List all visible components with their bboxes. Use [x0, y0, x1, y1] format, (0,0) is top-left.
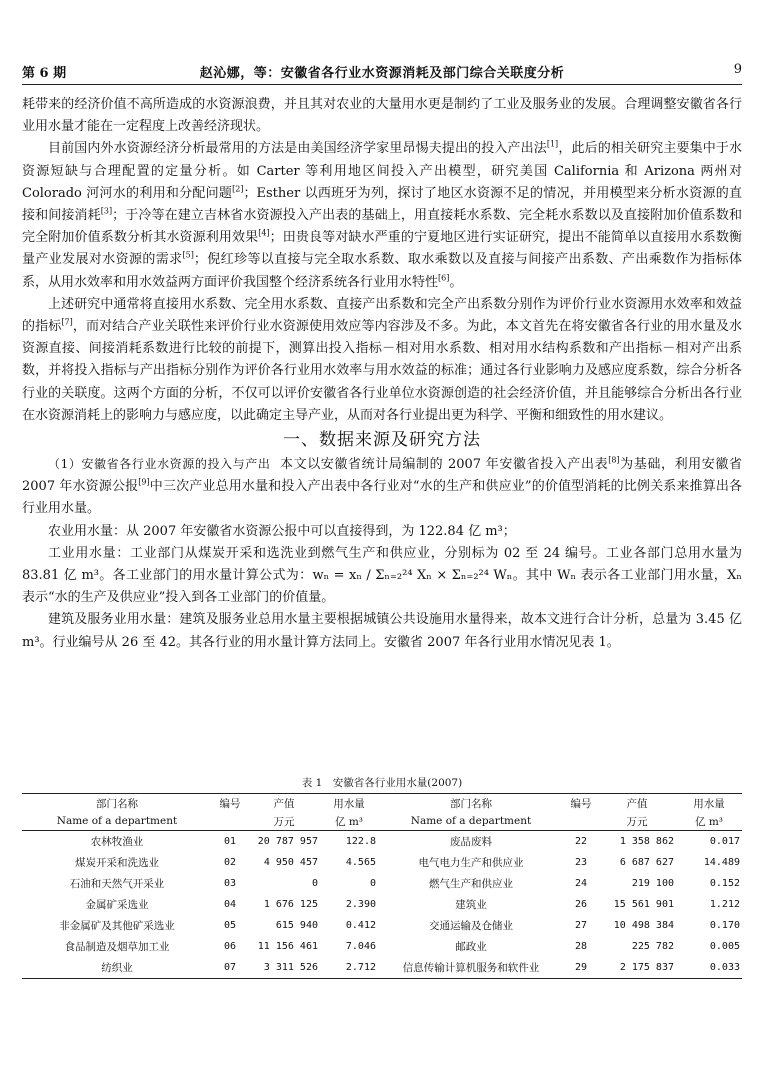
paragraph-continuation: 耗带来的经济价值不高所造成的水资源浪费，并且其对农业的大量用水更是制约了工业及服务业的发展。合理调整安徽省各行业用水量才能在一定程度上改善经济现状。	[22, 97, 742, 135]
col-header-output: 产值	[598, 794, 676, 813]
table-header-row	[22, 794, 742, 813]
col-header-name-en: Name of a department	[378, 812, 564, 831]
col-header-output-unit: 万元	[598, 812, 676, 831]
paragraph-data-source: （1）安徽省各行业水资源的投入与产出 本文以安徽省统计局编制的 2007 年安徽省投入产出表[8]为基础，利用安徽省 2007 年水资源公报[9]中三次产业总用水量和投入产出表中各行业对“水的生产和供应业”的价值型消耗的比例关系来推算出各行业用水量。	[22, 455, 742, 517]
water-use: 14.489	[703, 857, 740, 868]
table-caption: 表 1 安徽省各行业用水量(2007)	[301, 777, 463, 789]
citation-6[interactable]: [6]	[438, 273, 450, 283]
table-row	[22, 852, 742, 873]
paragraph-industry: 工业用水量：工业部门从煤炭开采和选洗业到燃气生产和供应业，分别标为 02 至 24 编号。工业各部门总用水量为 83.81 亿 m³。各工业部门的用水量计算公式为：wₙ = xₙ / Σₙ₌₂²⁴ Xₙ × Σₙ₌₂²⁴ Wₙ。其中 Wₙ 表示各工业部门用水量，Xₙ 表示“水的生产及供应业”投入到各工业部门的价值量。	[22, 545, 742, 606]
water-use: 0.152	[709, 878, 740, 889]
water-use: 0.017	[709, 836, 740, 847]
subsection-runin-title: （1）安徽省各行业水资源的投入与产出	[48, 457, 271, 472]
header-rule	[22, 84, 742, 85]
department-name: 非金属矿及其他矿采选业	[59, 920, 175, 932]
water-use: 0.005	[709, 941, 740, 952]
department-name: 金属矿采选业	[85, 899, 149, 911]
col-header-name: 部门名称	[378, 794, 564, 813]
paragraph-objectives: 上述研究中通常将直接用水系数、完全用水系数、直接产出系数和完全产出系数分别作为评价行业水资源用水效率和效益的指标[7]，而对结合产业关联性来评价行业水资源使用效应等内容涉及不多。为此，本文首先在将安徽省各行业的用水量及水资源直接、间接消耗系数进行比较的前提下，测算出投入指标－相对用水系数、相对用水结构系数和产出指标－相对产出系数，并将投入指标与产出指标分别作为评价各行业用水效率与用水效益的标准；通过各行业影响力及感应度系数，综合分析各行业的关联度。这两个方面的分析，不仅可以评价安徽省各行业单位水资源创造的社会经济价值，并且能够综合分析出各行业在水资源消耗上的影响力与感应度，以此确定主导产业，从而对各行业提出更为科学、平衡和细致性的用水建议。	[22, 296, 742, 423]
citation-8[interactable]: [8]	[608, 455, 620, 465]
page-number: 9	[733, 62, 742, 77]
water-use-table	[22, 793, 742, 979]
col-header-code: 编号	[564, 794, 598, 813]
water-formula: wₙ = xₙ / Σₙ₌₂²⁴ Xₙ × Σₙ₌₂²⁴ Wₙ	[312, 568, 513, 584]
output-value: 15 561 901	[613, 899, 674, 910]
output-value: 10 498 384	[613, 920, 674, 931]
citation-1[interactable]: [1]	[546, 140, 559, 150]
department-name: 石油和天然气开采业	[69, 878, 165, 890]
water-use: 2.390	[345, 899, 376, 910]
paragraph-literature: 目前国内外水资源经济分析最常用的方法是由美国经济学家里昂惕夫提出的投入产出法[1]，此后的相关研究主要集中于水资源短缺与合理配置的定量分析。如 Carter 等利用地区间投入产出模型，研究美国 California 和 Arizona 两州对 Colorado 河河水的利用和分配问题[2]；Esther 以西班牙为列，探讨了地区水资源不足的情况，并用模型来分析水资源的直接和间接消耗[3]；于冷等在建立吉林省水资源投入产出表的基础上，用直接耗水系数、完全耗水系数以及直接附加价值系数和完全附加价值系数分析其水资源利用效果[4]；田贵良等对缺水严重的宁夏地区进行实证研究，提出不能简单以直接用水系数衡量产业发展对水资源的需求[5]；倪红珍等以直接与完全取水系数、取水乘数以及直接与间接产出系数、产出乘数作为指标体系，从用水效率和用水效益两方面评价我国整个经济系统各行业用水特性[6]。	[22, 140, 742, 290]
table-row	[22, 831, 742, 853]
table-row	[22, 894, 742, 915]
department-code: 29	[564, 957, 598, 979]
water-use: 122.8	[345, 836, 376, 847]
col-header-water-unit: 亿 m³	[320, 812, 378, 831]
department-name: 建筑业	[455, 899, 487, 911]
table-row	[22, 873, 742, 894]
col-header-output-unit: 万元	[248, 812, 320, 831]
department-code: 05	[223, 920, 237, 931]
department-code: 02	[223, 857, 237, 868]
department-name: 煤炭开采和洗选业	[75, 857, 159, 869]
department-code: 26	[574, 899, 588, 910]
citation-9[interactable]: [9]	[138, 477, 150, 487]
table-row	[22, 957, 742, 979]
department-name: 农林牧渔业	[90, 836, 144, 848]
issue-label: 第 6 期	[22, 66, 67, 81]
section-heading: 一、数据来源及研究方法	[283, 430, 481, 451]
department-code: 24	[574, 878, 588, 889]
output-value: 2 175 837	[598, 957, 676, 979]
water-use: 2.712	[320, 957, 378, 979]
water-use: 7.046	[345, 941, 376, 952]
department-name: 电气电力生产和供应业	[418, 857, 524, 869]
output-value: 615 940	[275, 920, 318, 931]
output-value: 1 358 862	[619, 836, 674, 847]
output-value: 225 782	[631, 941, 674, 952]
department-name: 交通运输及仓储业	[429, 920, 513, 932]
department-name: 信息传输计算机服务和软件业	[378, 957, 564, 979]
water-use: 1.212	[709, 899, 740, 910]
running-title: 赵沁娜，等：安徽省各行业水资源消耗及部门综合关联度分析	[199, 66, 565, 81]
output-value: 6 687 627	[619, 857, 674, 868]
department-code: 23	[574, 857, 588, 868]
water-use: 0.033	[676, 957, 742, 979]
department-code: 04	[223, 899, 237, 910]
paragraph-agriculture: 农业用水量：从 2007 年安徽省水资源公报中可以直接得到，为 122.84 亿 m³；	[48, 523, 516, 539]
citation-5[interactable]: [5]	[182, 251, 194, 261]
output-value: 219 100	[631, 878, 674, 889]
department-code: 01	[223, 836, 237, 847]
col-header-code: 编号	[212, 794, 248, 813]
output-value: 0	[311, 878, 318, 889]
department-code: 03	[223, 878, 237, 889]
article-body	[22, 94, 742, 654]
paragraph-construction-services: 建筑及服务业用水量：建筑及服务业总用水量主要根据城镇公共设施用水量得来，故本文进行合计分析，总量为 3.45 亿 m³。行业编号从 26 至 42。其各行业的用水量计算方法同上。安徽省 2007 年各行业用水情况见表 1。	[22, 612, 742, 650]
output-value: 11 156 461	[257, 941, 318, 952]
table-header-row-units	[22, 812, 742, 831]
output-value: 1 676 125	[263, 899, 318, 910]
department-code: 07	[212, 957, 248, 979]
water-use: 0.170	[709, 920, 740, 931]
department-code: 28	[574, 941, 588, 952]
department-code: 22	[574, 836, 588, 847]
department-name: 废品废料	[450, 836, 492, 848]
department-name: 纺织业	[22, 957, 212, 979]
department-code: 06	[223, 941, 237, 952]
water-use: 0.412	[345, 920, 376, 931]
department-name: 食品制造及烟草加工业	[64, 941, 170, 953]
running-header	[22, 62, 742, 84]
col-header-name: 部门名称	[22, 794, 212, 813]
col-header-output: 产值	[248, 794, 320, 813]
citation-2[interactable]: [2]	[232, 184, 244, 194]
table-row	[22, 936, 742, 957]
col-header-name-en: Name of a department	[22, 812, 212, 831]
department-name: 邮政业	[455, 941, 487, 953]
water-use: 4.565	[345, 857, 376, 868]
col-header-water: 用水量	[320, 794, 378, 813]
col-header-water: 用水量	[676, 794, 742, 813]
table-row	[22, 915, 742, 936]
department-code: 27	[574, 920, 588, 931]
department-name: 燃气生产和供应业	[429, 878, 513, 890]
citation-4[interactable]: [4]	[258, 228, 270, 238]
output-value: 4 950 457	[263, 857, 318, 868]
col-header-water-unit: 亿 m³	[676, 812, 742, 831]
output-value: 3 311 526	[248, 957, 320, 979]
citation-3[interactable]: [3]	[100, 206, 113, 216]
water-use: 0	[369, 878, 376, 889]
citation-7[interactable]: [7]	[61, 317, 73, 327]
output-value: 20 787 957	[257, 836, 318, 847]
